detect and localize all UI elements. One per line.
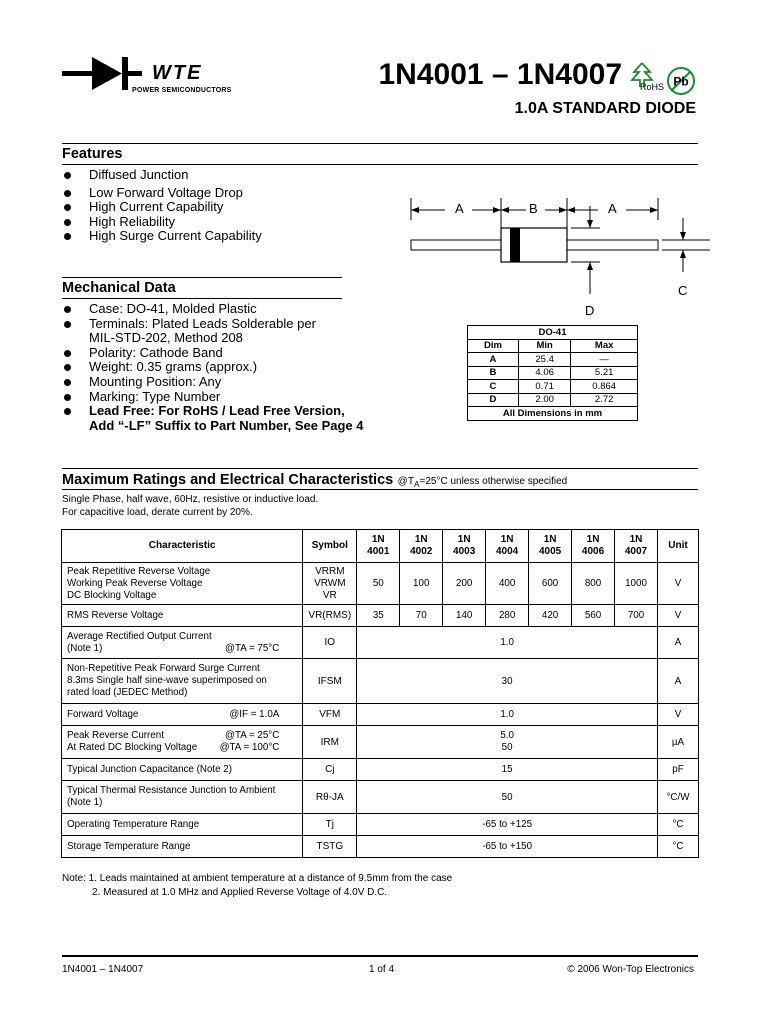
rohs-label: RoHS [640, 82, 665, 92]
list-item: Weight: 0.35 grams (approx.) [62, 360, 364, 375]
divider [62, 143, 698, 144]
ratings-condition: $@T_A=25^\circ C$ unless otherwise specified [397, 476, 568, 489]
brand-subtitle: POWER SEMICONDUCTORS [132, 87, 232, 94]
column-header: 1N 4003 [443, 530, 486, 563]
table-row: Typical Thermal Resistance Junction to Ambient (Note 1) Rθ-JA 50 °C/W [62, 781, 699, 814]
column-header: Min [518, 339, 570, 353]
column-header: Symbol [303, 530, 357, 563]
lead-free-badge [666, 66, 696, 96]
divider [62, 164, 698, 165]
rohs-badge [626, 62, 666, 96]
footnote: 2. Measured at 1.0 MHz and Applied Reverse Voltage of 4.0V D.C. [92, 887, 388, 898]
dimension-table [467, 325, 638, 421]
divider [62, 468, 698, 469]
column-header: Dim [468, 339, 519, 353]
pb-free-icon [666, 66, 696, 96]
dim-label-a: A [608, 201, 617, 216]
diode-symbol-icon [62, 56, 142, 100]
list-item: Polarity: Cathode Band [62, 346, 364, 361]
list-item: High Reliability [62, 215, 262, 230]
divider [62, 298, 342, 299]
list-item: High Current Capability [62, 200, 262, 215]
wte-logo [62, 56, 232, 100]
list-item: Terminals: Plated Leads Solderable per MIL-STD-202, Method 208 [62, 317, 364, 346]
list-item: Mounting Position: Any [62, 375, 364, 390]
table-row: Non-Repetitive Peak Forward Surge Current 8.3ms Single half sine-wave superimposed on rated load (JEDEC Method) IFSM 30 A [62, 659, 699, 704]
column-header: 1N 4002 [400, 530, 443, 563]
footnotes [62, 872, 452, 900]
footnote: Note: 1. Leads maintained at ambient temperature at a distance of 9.5mm from the case [62, 873, 453, 884]
brand-name: WTE [152, 62, 203, 84]
list-item: Low Forward Voltage Drop [62, 186, 262, 201]
package-diagram [400, 190, 710, 320]
column-header: 1N 4007 [615, 530, 658, 563]
list-item: Marking: Type Number [62, 390, 364, 405]
column-header: 1N 4006 [572, 530, 615, 563]
table-row: Peak Reverse Current @TA = 25°C At Rated DC Blocking Voltage @TA = 100°C IRM 5.0 50 µA [62, 726, 699, 759]
table-row: A 25.4 — [468, 353, 638, 367]
table-row: Forward Voltage @IF = 1.0A VFM 1.0 V [62, 704, 699, 726]
dim-table-title: DO-41 [468, 326, 638, 340]
copyright: © 2006 Won-Top Electronics [567, 964, 694, 975]
ratings-notes: Single Phase, half wave, 60Hz, resistive or inductive load. For capacitive load, derate current by 20%. [62, 494, 319, 518]
column-header: Unit [657, 530, 698, 563]
column-header: 1N 4004 [486, 530, 529, 563]
divider [62, 489, 698, 490]
ratings-heading [62, 471, 567, 489]
list-item: High Surge Current Capability [62, 229, 262, 244]
page-number: 1 of 4 [369, 964, 395, 975]
divider [62, 277, 342, 278]
ratings-table [61, 529, 699, 858]
mechanical-heading: Mechanical Data [62, 280, 176, 296]
features-heading: Features [62, 146, 123, 162]
table-row: C 0.71 0.864 [468, 380, 638, 394]
table-row: Peak Repetitive Reverse Voltage Working Peak Reverse Voltage DC Blocking Voltage VRRM VRWM VR 50 100 200 400 600 800 1000 V [62, 563, 699, 605]
list-item: Case: DO-41, Molded Plastic [62, 302, 364, 317]
list-item: Diffused Junction [62, 168, 262, 183]
table-row: Average Rectified Output Current (Note 1) @TA = 75°C IO 1.0 A [62, 627, 699, 659]
do41-outline [400, 190, 710, 320]
table-row: Typical Junction Capacitance (Note 2) Cj 15 pF [62, 759, 699, 781]
page-title: 1N4001 – 1N4007 [378, 58, 622, 91]
table-row: RMS Reverse Voltage VR(RMS) 35 70 140 280 420 560 700 V [62, 605, 699, 627]
features-list [62, 168, 262, 244]
table-row: Operating Temperature Range Tj -65 to +125 °C [62, 814, 699, 836]
column-header: Max [571, 339, 638, 353]
table-row: B 4.06 5.21 [468, 366, 638, 380]
column-header: Characteristic [62, 530, 303, 563]
ratings-title: Maximum Ratings and Electrical Characteristics [62, 472, 394, 488]
column-header: 1N 4005 [529, 530, 572, 563]
table-row: Storage Temperature Range TSTG -65 to +150 °C [62, 836, 699, 858]
mechanical-list [62, 302, 364, 433]
dim-label-d: D [585, 303, 595, 318]
table-row: D 2.00 2.72 [468, 393, 638, 407]
footer-part-range: 1N4001 – 1N4007 [62, 964, 144, 975]
dim-label-b: B [529, 201, 538, 216]
dim-table-footer: All Dimensions in mm [468, 407, 638, 421]
dim-label-a: A [455, 201, 464, 216]
pb-label: Pb [673, 74, 689, 89]
footer-divider [62, 955, 698, 957]
dim-label-c: C [678, 283, 688, 298]
list-item: Lead Free: For RoHS / Lead Free Version, Add “-LF” Suffix to Part Number, See Page 4 [62, 404, 364, 433]
column-header: 1N 4001 [357, 530, 400, 563]
page-subtitle: 1.0A STANDARD DIODE [514, 100, 696, 117]
